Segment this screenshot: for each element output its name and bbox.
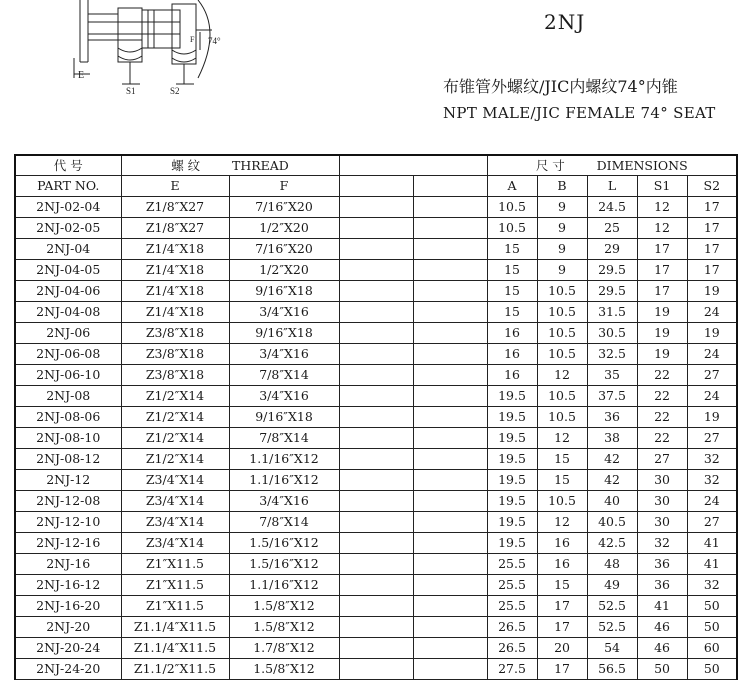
cell-a: 16 [487, 365, 537, 386]
cell-a: 15 [487, 260, 537, 281]
table-row [15, 386, 737, 407]
cell-s2: 19 [687, 281, 737, 302]
cell-a: 16 [487, 323, 537, 344]
cell-b: 12 [537, 512, 587, 533]
cell-s2: 41 [687, 533, 737, 554]
cell-a: 25.5 [487, 575, 537, 596]
table-row [15, 512, 737, 533]
cell-s1: 30 [637, 512, 687, 533]
cell-a: 15 [487, 302, 537, 323]
cell-l: 31.5 [587, 302, 637, 323]
cell-a: 15 [487, 239, 537, 260]
cell-a: 27.5 [487, 659, 537, 680]
cell-f: 7/16″X20 [229, 239, 339, 260]
cell-part: 2NJ-08-12 [15, 449, 121, 470]
cell-s2: 19 [687, 323, 737, 344]
cell-e: Z1/8″X27 [121, 218, 229, 239]
cell-s2: 17 [687, 197, 737, 218]
cell-part: 2NJ-16-12 [15, 575, 121, 596]
cell-b: 10.5 [537, 344, 587, 365]
header-row-1 [15, 155, 737, 176]
cell-a: 19.5 [487, 470, 537, 491]
cell-s2: 50 [687, 617, 737, 638]
cell-e: Z3/4″X14 [121, 470, 229, 491]
cell-part: 2NJ-06-08 [15, 344, 121, 365]
label-f: F [190, 35, 195, 44]
cell-s1: 19 [637, 302, 687, 323]
table-row [15, 323, 737, 344]
cell-e: Z1″X11.5 [121, 596, 229, 617]
header-part-no: PART NO. [15, 176, 121, 197]
cell-blank [339, 596, 413, 617]
fitting-drawing [60, 0, 230, 100]
cell-s1: 17 [637, 260, 687, 281]
cell-f: 3/4″X16 [229, 302, 339, 323]
cell-f: 1.7/8″X12 [229, 638, 339, 659]
cell-b: 10.5 [537, 323, 587, 344]
cell-blank [413, 407, 487, 428]
cell-blank [413, 596, 487, 617]
cell-blank [339, 365, 413, 386]
cell-s2: 27 [687, 428, 737, 449]
header-col-e: E [121, 176, 229, 197]
cell-blank [339, 512, 413, 533]
cell-e: Z1.1/2″X11.5 [121, 659, 229, 680]
cell-part: 2NJ-04-08 [15, 302, 121, 323]
cell-e: Z1.1/4″X11.5 [121, 617, 229, 638]
cell-l: 25 [587, 218, 637, 239]
cell-s2: 27 [687, 365, 737, 386]
cell-a: 19.5 [487, 449, 537, 470]
label-e: E [78, 70, 85, 81]
table-row [15, 344, 737, 365]
label-angle: 74° [208, 36, 221, 46]
cell-f: 7/8″X14 [229, 428, 339, 449]
table-row [15, 554, 737, 575]
cell-blank [339, 575, 413, 596]
cell-blank [339, 218, 413, 239]
cell-l: 40 [587, 491, 637, 512]
cell-a: 15 [487, 281, 537, 302]
cell-e: Z1″X11.5 [121, 554, 229, 575]
cell-l: 36 [587, 407, 637, 428]
cell-part: 2NJ-02-04 [15, 197, 121, 218]
table-row [15, 281, 737, 302]
cell-blank [339, 659, 413, 680]
cell-a: 19.5 [487, 428, 537, 449]
table-row [15, 638, 737, 659]
cell-a: 10.5 [487, 197, 537, 218]
cell-e: Z1/2″X14 [121, 449, 229, 470]
cell-a: 16 [487, 344, 537, 365]
cell-s1: 17 [637, 239, 687, 260]
table-row [15, 260, 737, 281]
cell-blank [413, 470, 487, 491]
cell-a: 19.5 [487, 533, 537, 554]
cell-b: 15 [537, 575, 587, 596]
cell-b: 9 [537, 239, 587, 260]
chinese-description: 布锥管外螺纹/JIC内螺纹74°内锥 [443, 77, 678, 96]
table-row [15, 197, 737, 218]
cell-s2: 32 [687, 575, 737, 596]
cell-a: 26.5 [487, 638, 537, 659]
cell-blank [339, 407, 413, 428]
cell-blank [413, 617, 487, 638]
cell-s2: 50 [687, 596, 737, 617]
table-row [15, 617, 737, 638]
cell-b: 17 [537, 659, 587, 680]
cell-part: 2NJ-06-10 [15, 365, 121, 386]
cell-l: 38 [587, 428, 637, 449]
cell-blank [413, 512, 487, 533]
header-blank-1 [339, 176, 413, 197]
cell-e: Z1″X11.5 [121, 575, 229, 596]
cell-f: 1.5/16″X12 [229, 533, 339, 554]
cell-s1: 50 [637, 659, 687, 680]
cell-f: 1/2″X20 [229, 218, 339, 239]
cell-s2: 24 [687, 491, 737, 512]
product-code: 2NJ [544, 10, 586, 34]
cell-blank [339, 302, 413, 323]
cell-part: 2NJ-24-20 [15, 659, 121, 680]
cell-b: 9 [537, 260, 587, 281]
cell-blank [413, 575, 487, 596]
cell-s2: 50 [687, 659, 737, 680]
cell-s2: 24 [687, 344, 737, 365]
dimension-table [14, 154, 738, 680]
cell-f: 1.1/16″X12 [229, 449, 339, 470]
cell-part: 2NJ-16-20 [15, 596, 121, 617]
cell-blank [413, 323, 487, 344]
cell-blank [413, 302, 487, 323]
cell-l: 54 [587, 638, 637, 659]
cell-b: 10.5 [537, 281, 587, 302]
cell-e: Z3/8″X18 [121, 323, 229, 344]
table-row [15, 428, 737, 449]
label-s2: S2 [170, 86, 180, 96]
cell-s1: 19 [637, 344, 687, 365]
header-col-l: L [587, 176, 637, 197]
cell-s1: 17 [637, 281, 687, 302]
cell-l: 29.5 [587, 260, 637, 281]
cell-f: 7/8″X14 [229, 512, 339, 533]
cell-b: 16 [537, 554, 587, 575]
cell-f: 9/16″X18 [229, 407, 339, 428]
cell-l: 48 [587, 554, 637, 575]
cell-s1: 22 [637, 428, 687, 449]
cell-l: 40.5 [587, 512, 637, 533]
label-s1: S1 [126, 86, 136, 96]
cell-e: Z3/8″X18 [121, 365, 229, 386]
cell-l: 52.5 [587, 596, 637, 617]
cell-part: 2NJ-04-06 [15, 281, 121, 302]
cell-s1: 22 [637, 365, 687, 386]
table-row [15, 407, 737, 428]
cell-blank [339, 491, 413, 512]
cell-s1: 22 [637, 407, 687, 428]
cell-e: Z1/2″X14 [121, 386, 229, 407]
cell-l: 49 [587, 575, 637, 596]
cell-e: Z1/2″X14 [121, 407, 229, 428]
cell-a: 25.5 [487, 554, 537, 575]
cell-e: Z1/8″X27 [121, 197, 229, 218]
cell-b: 12 [537, 365, 587, 386]
cell-blank [339, 533, 413, 554]
cell-f: 9/16″X18 [229, 323, 339, 344]
cell-b: 15 [537, 470, 587, 491]
cell-part: 2NJ-12-08 [15, 491, 121, 512]
cell-part: 2NJ-20-24 [15, 638, 121, 659]
table-row [15, 365, 737, 386]
cell-b: 10.5 [537, 407, 587, 428]
cell-l: 29.5 [587, 281, 637, 302]
cell-l: 42 [587, 470, 637, 491]
cell-blank [413, 218, 487, 239]
cell-l: 37.5 [587, 386, 637, 407]
cell-blank [413, 533, 487, 554]
cell-part: 2NJ-12 [15, 470, 121, 491]
cell-l: 56.5 [587, 659, 637, 680]
cell-part: 2NJ-04-05 [15, 260, 121, 281]
header-thread: 螺 纹 THREAD [121, 155, 339, 176]
cell-f: 7/16″X20 [229, 197, 339, 218]
cell-s2: 17 [687, 218, 737, 239]
table-row [15, 533, 737, 554]
cell-part: 2NJ-20 [15, 617, 121, 638]
table-row [15, 470, 737, 491]
cell-blank [413, 638, 487, 659]
cell-part: 2NJ-02-05 [15, 218, 121, 239]
header-dimensions: 尺 寸 DIMENSIONS [487, 155, 737, 176]
cell-blank [339, 281, 413, 302]
cell-f: 1.5/8″X12 [229, 617, 339, 638]
header-row-2 [15, 176, 737, 197]
cell-part: 2NJ-16 [15, 554, 121, 575]
cell-s2: 32 [687, 470, 737, 491]
cell-e: Z1/4″X18 [121, 302, 229, 323]
cell-a: 19.5 [487, 386, 537, 407]
cell-part: 2NJ-04 [15, 239, 121, 260]
cell-blank [339, 197, 413, 218]
table-row [15, 449, 737, 470]
cell-b: 9 [537, 218, 587, 239]
cell-e: Z3/4″X14 [121, 512, 229, 533]
cell-l: 29 [587, 239, 637, 260]
cell-e: Z1/4″X18 [121, 260, 229, 281]
table-row [15, 491, 737, 512]
cell-b: 10.5 [537, 302, 587, 323]
cell-blank [413, 554, 487, 575]
cell-blank [339, 260, 413, 281]
cell-s1: 30 [637, 470, 687, 491]
cell-part: 2NJ-12-16 [15, 533, 121, 554]
cell-e: Z1.1/4″X11.5 [121, 638, 229, 659]
header-col-s1: S1 [637, 176, 687, 197]
table-row [15, 239, 737, 260]
cell-l: 24.5 [587, 197, 637, 218]
header-code: 代 号 [15, 155, 121, 176]
cell-s1: 36 [637, 554, 687, 575]
cell-a: 25.5 [487, 596, 537, 617]
cell-b: 10.5 [537, 491, 587, 512]
cell-b: 12 [537, 428, 587, 449]
cell-blank [339, 470, 413, 491]
cell-f: 3/4″X16 [229, 344, 339, 365]
cell-s2: 17 [687, 239, 737, 260]
cell-s1: 36 [637, 575, 687, 596]
cell-s2: 27 [687, 512, 737, 533]
cell-b: 10.5 [537, 386, 587, 407]
cell-f: 3/4″X16 [229, 386, 339, 407]
cell-e: Z3/4″X14 [121, 491, 229, 512]
cell-blank [413, 428, 487, 449]
cell-e: Z1/4″X18 [121, 239, 229, 260]
cell-s1: 41 [637, 596, 687, 617]
cell-a: 19.5 [487, 512, 537, 533]
cell-e: Z1/4″X18 [121, 281, 229, 302]
cell-blank [413, 386, 487, 407]
cell-f: 9/16″X18 [229, 281, 339, 302]
cell-s1: 19 [637, 323, 687, 344]
english-description: NPT MALE/JIC FEMALE 74° SEAT [443, 104, 716, 122]
cell-blank [413, 344, 487, 365]
table-row [15, 659, 737, 680]
cell-f: 1.5/8″X12 [229, 659, 339, 680]
cell-f: 1/2″X20 [229, 260, 339, 281]
table-row [15, 302, 737, 323]
cell-l: 42 [587, 449, 637, 470]
header-col-a: A [487, 176, 537, 197]
cell-part: 2NJ-12-10 [15, 512, 121, 533]
cell-part: 2NJ-08-10 [15, 428, 121, 449]
cell-e: Z3/4″X14 [121, 533, 229, 554]
cell-blank [339, 344, 413, 365]
cell-s2: 32 [687, 449, 737, 470]
cell-l: 42.5 [587, 533, 637, 554]
cell-s1: 46 [637, 638, 687, 659]
cell-s1: 12 [637, 197, 687, 218]
cell-l: 35 [587, 365, 637, 386]
cell-b: 16 [537, 533, 587, 554]
cell-b: 9 [537, 197, 587, 218]
cell-s1: 27 [637, 449, 687, 470]
cell-blank [413, 239, 487, 260]
cell-f: 1.1/16″X12 [229, 470, 339, 491]
cell-e: Z3/8″X18 [121, 344, 229, 365]
cell-a: 19.5 [487, 491, 537, 512]
cell-f: 1.5/8″X12 [229, 596, 339, 617]
cell-blank [339, 386, 413, 407]
cell-s1: 12 [637, 218, 687, 239]
cell-blank [339, 323, 413, 344]
cell-l: 32.5 [587, 344, 637, 365]
cell-blank [413, 491, 487, 512]
cell-s1: 46 [637, 617, 687, 638]
table-row [15, 218, 737, 239]
cell-blank [413, 197, 487, 218]
cell-s2: 60 [687, 638, 737, 659]
cell-f: 7/8″X14 [229, 365, 339, 386]
header-blank-2 [413, 176, 487, 197]
cell-b: 17 [537, 596, 587, 617]
cell-blank [339, 449, 413, 470]
header-col-f: F [229, 176, 339, 197]
table-row [15, 575, 737, 596]
cell-s2: 17 [687, 260, 737, 281]
cell-s1: 32 [637, 533, 687, 554]
cell-blank [339, 554, 413, 575]
cell-blank [413, 281, 487, 302]
cell-l: 52.5 [587, 617, 637, 638]
cell-b: 15 [537, 449, 587, 470]
cell-s1: 30 [637, 491, 687, 512]
header-col-s2: S2 [687, 176, 737, 197]
cell-part: 2NJ-08 [15, 386, 121, 407]
header-blank [339, 155, 487, 176]
cell-s2: 24 [687, 302, 737, 323]
cell-s1: 22 [637, 386, 687, 407]
cell-f: 3/4″X16 [229, 491, 339, 512]
cell-blank [413, 449, 487, 470]
cell-f: 1.5/16″X12 [229, 554, 339, 575]
cell-a: 10.5 [487, 218, 537, 239]
cell-l: 30.5 [587, 323, 637, 344]
header-col-b: B [537, 176, 587, 197]
cell-blank [339, 428, 413, 449]
cell-b: 17 [537, 617, 587, 638]
cell-part: 2NJ-08-06 [15, 407, 121, 428]
cell-a: 26.5 [487, 617, 537, 638]
cell-s2: 41 [687, 554, 737, 575]
cell-part: 2NJ-06 [15, 323, 121, 344]
cell-s2: 24 [687, 386, 737, 407]
cell-blank [413, 659, 487, 680]
cell-blank [339, 617, 413, 638]
cell-b: 20 [537, 638, 587, 659]
cell-blank [339, 239, 413, 260]
cell-e: Z1/2″X14 [121, 428, 229, 449]
cell-blank [339, 638, 413, 659]
cell-s2: 19 [687, 407, 737, 428]
cell-blank [413, 365, 487, 386]
cell-blank [413, 260, 487, 281]
cell-a: 19.5 [487, 407, 537, 428]
table-row [15, 596, 737, 617]
cell-f: 1.1/16″X12 [229, 575, 339, 596]
